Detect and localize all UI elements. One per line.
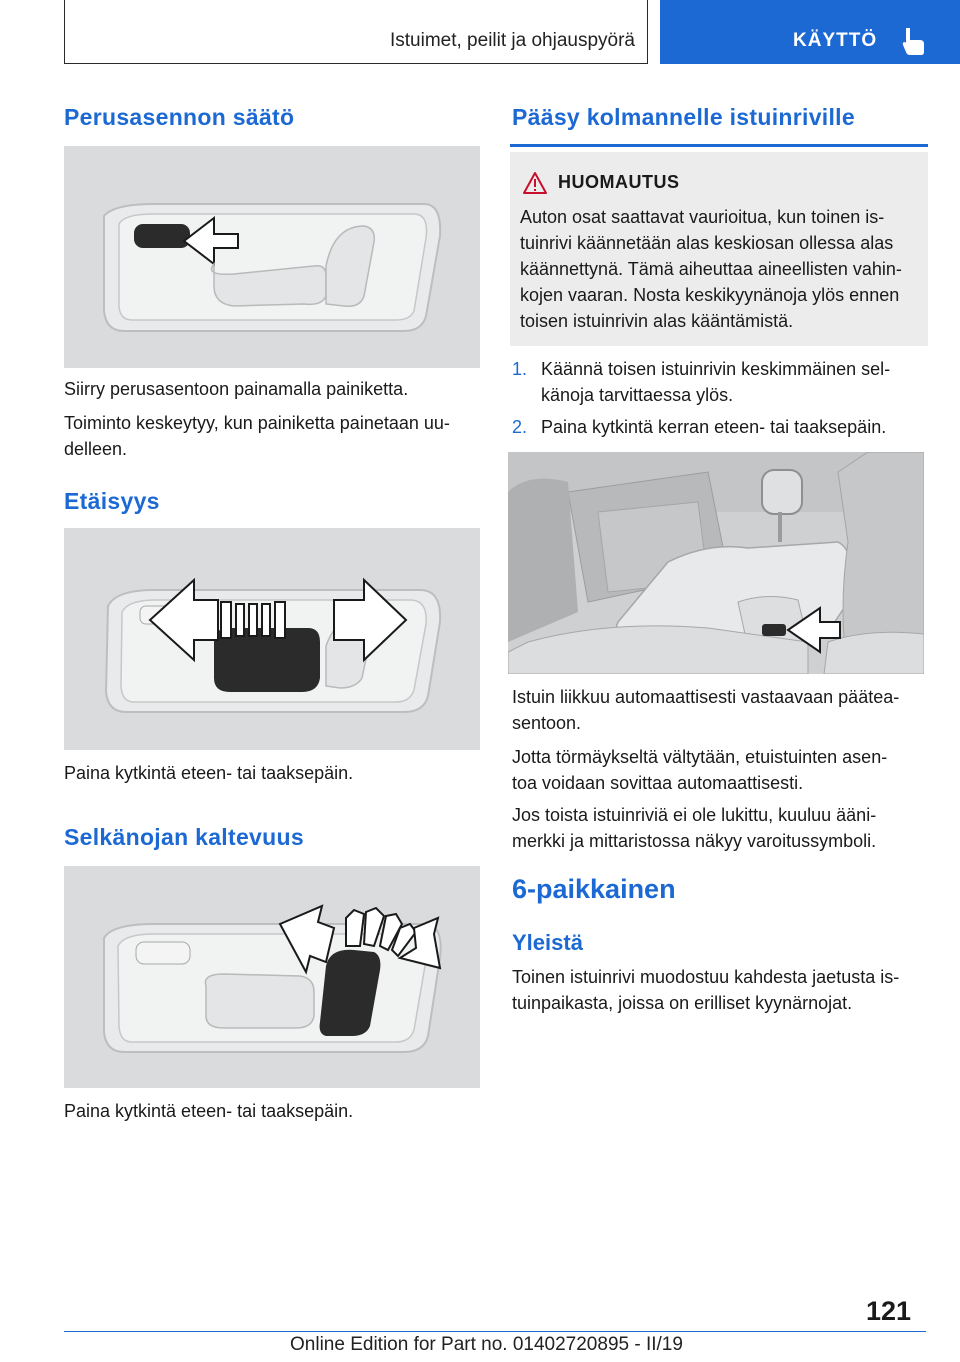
paragraph-collision-b: toa voidaan sovittaa automaattisesti.: [512, 773, 804, 793]
warning-triangle-icon: [522, 171, 548, 195]
paragraph-warning-a: Jos toista istuinriviä ei ole lukittu, kuuluu ääni-: [512, 805, 877, 825]
section-title-6-seater: 6-paikkainen: [512, 874, 676, 904]
paragraph-basic-position-2a: Toiminto keskeytyy, kun painiketta painetaan uu-: [64, 413, 450, 433]
notice-text: [520, 204, 924, 334]
step-number: 1.: [512, 359, 528, 379]
paragraph-basic-position-1: Siirry perusasentoon painamalla painiketta.: [64, 379, 409, 399]
figure-backrest-switch: [64, 866, 480, 1088]
figure-basic-position-button: [64, 146, 480, 368]
paragraph-general-b: tuinpaikasta, joissa on erilliset kyynärnojat.: [512, 993, 853, 1013]
section-title-third-row-access: Pääsy kolmannelle istuinriville: [512, 104, 855, 130]
figure-second-row-switch: [508, 452, 924, 674]
paragraph-warning-b: merkki ja mittaristossa näkyy varoitussymboli.: [512, 831, 877, 851]
footer-rule: [64, 1331, 926, 1332]
section-title-backrest: Selkänojan kaltevuus: [64, 824, 304, 850]
paragraph-backrest: Paina kytkintä eteen- tai taaksepäin.: [64, 1101, 354, 1121]
paragraph-basic-position-2b: delleen.: [64, 439, 128, 459]
subsection-title-general: Yleistä: [512, 930, 583, 955]
paragraph-collision-a: Jotta törmäykseltä vältytään, etuistuinten asen-: [512, 747, 888, 767]
section-rule: [510, 144, 928, 147]
chapter-tab-label: KÄYTTÖ: [793, 30, 878, 51]
header-section-title: Istuimet, peilit ja ohjauspyörä: [389, 30, 635, 51]
step-text: känoja tarvittaessa ylös.: [541, 385, 734, 405]
step-text: Käännä toisen istuinrivin keskimmäinen sel-: [541, 359, 891, 379]
paragraph-auto-move-a: Istuin liikkuu automaattisesti vastaavaan päätea-: [512, 687, 900, 707]
notice-line: käännettynä. Tämä aiheuttaa aineellisten vahin-: [520, 259, 902, 279]
notice-line: toisen istuinrivin alas kääntämistä.: [520, 311, 794, 331]
header-section-box: [64, 0, 648, 64]
pointing-hand-icon: [896, 24, 930, 58]
step-text: Paina kytkintä kerran eteen- tai taaksepäin.: [541, 417, 887, 437]
chapter-tab[interactable]: [660, 0, 960, 64]
section-title-distance: Etäisyys: [64, 488, 160, 514]
notice-line: Auton osat saattavat vaurioitua, kun toinen is-: [520, 207, 885, 227]
notice-heading: HUOMAUTUS: [558, 172, 680, 192]
section-title-basic-position: Perusasennon säätö: [64, 104, 295, 130]
page-number: 121: [866, 1296, 912, 1326]
figure-distance-switch: [64, 528, 480, 750]
step-number: 2.: [512, 417, 528, 437]
paragraph-distance: Paina kytkintä eteen- tai taaksepäin.: [64, 763, 354, 783]
paragraph-auto-move-b: sentoon.: [512, 713, 582, 733]
notice-line: tuinrivi käännetään alas keskiosan ollessa alas: [520, 233, 894, 253]
footer-edition-text: Online Edition for Part no. 01402720895 - II/19: [290, 1334, 683, 1355]
notice-line: kojen vaaran. Nosta keskikyynänoja ylös ennen: [520, 285, 900, 305]
notice-box: [510, 152, 928, 346]
paragraph-general-a: Toinen istuinrivi muodostuu kahdesta jaetusta is-: [512, 967, 900, 987]
